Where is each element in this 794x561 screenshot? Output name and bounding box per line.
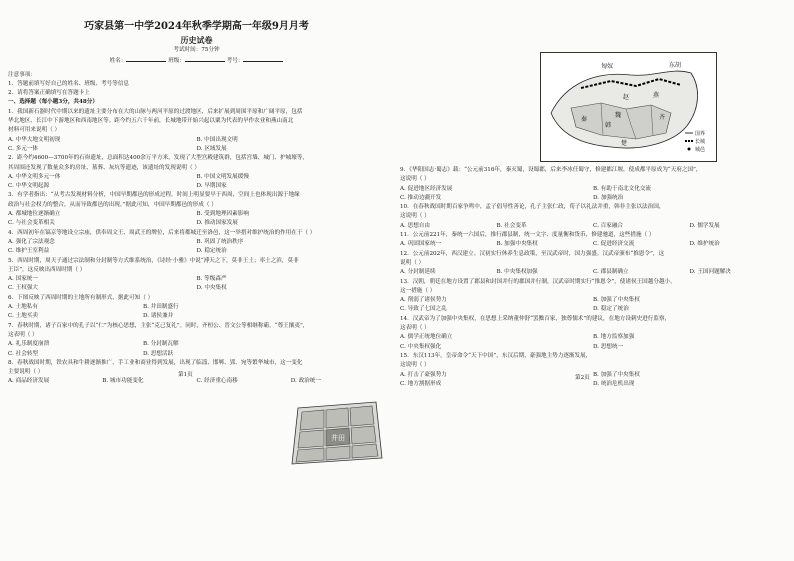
answer-option[interactable]: D. 维护统治 <box>689 241 720 248</box>
options-row[interactable] <box>400 268 786 277</box>
question-line: 3．有学者指出：“从考古发现材料分析，中国早期都邑的形成过程，时间上明显要早于西周，空间上也体现出源于地缘 <box>8 192 300 199</box>
answer-option[interactable]: A. 商品经济发展 <box>8 378 50 385</box>
answer-option[interactable]: B. 巩固了统治秩序 <box>196 238 244 245</box>
page-number-right: 第2页 <box>575 374 590 381</box>
answer-option[interactable]: C. 经济重心南移 <box>196 378 238 385</box>
answer-option[interactable]: B. 城市功能变化 <box>102 378 144 385</box>
answer-option[interactable]: A. 礼乐制度崩溃 <box>8 341 50 348</box>
answer-option[interactable]: B. 有助于南北文化交流 <box>593 185 652 192</box>
answer-option[interactable]: A. 中华大地文明初现 <box>8 136 61 143</box>
history-map <box>540 52 717 162</box>
answer-option[interactable]: D. 儒学发展 <box>689 222 720 229</box>
options-row[interactable] <box>8 247 385 256</box>
exam-time: 考试时间：75分钟 <box>173 47 220 53</box>
question-line: 这说明（ ） <box>400 213 430 220</box>
exam-subject: 历史试卷 <box>180 35 213 45</box>
map-label: 燕 <box>653 92 660 99</box>
answer-option[interactable]: C. 王权强大 <box>8 285 39 292</box>
legend-item: 城邑 <box>695 147 706 153</box>
options-row[interactable] <box>400 194 786 203</box>
map-label: 齐 <box>659 114 666 121</box>
answer-option[interactable]: D. 思想统一 <box>593 343 624 350</box>
options-row[interactable] <box>8 284 385 293</box>
answer-option[interactable]: C. 维护王室利益 <box>8 248 50 255</box>
question-line: 5．西周时期，周天子通过宗法制和分封制等方式维系统治，《诗经·小雅》中说“溥天之下，莫非王土；率土之滨，莫非 <box>8 257 299 264</box>
answer-option[interactable]: A. 土地私有 <box>8 304 38 311</box>
options-row[interactable] <box>400 305 786 314</box>
answer-option[interactable]: B. 加强了中央集权 <box>593 297 640 304</box>
options-row[interactable] <box>400 343 786 352</box>
id-label: 考号： <box>226 58 244 65</box>
answer-option[interactable]: A. 巩固国家统一 <box>400 241 442 248</box>
question-line: 13．汉朝，朝廷在地方设置了郡县和封国并行的郡国并行制，汉武帝时期实行“推恩令”，使诸侯王国越分越小， <box>400 278 676 285</box>
answer-option[interactable]: C. 地方割据形成 <box>400 380 442 387</box>
page-number-left: 第1页 <box>178 372 193 379</box>
question-line: 9．《华阳国志·蜀志》载：“公元前316年，秦灭蜀，设蜀郡，后来李冰任蜀守，修建都江堰，使成都平原成为“天府之国”， <box>400 167 702 173</box>
question-line: 11．公元前221年，秦统一六国后，推行郡县制，统一文字、度量衡和货币，修建驰道，这些措施（ ） <box>400 232 655 239</box>
options-row[interactable] <box>400 296 786 305</box>
options-row[interactable] <box>8 303 278 312</box>
question-line: 这说明（ ） <box>400 176 430 183</box>
answer-option[interactable]: D. 加强统治 <box>593 194 624 201</box>
answer-option[interactable]: C. 社会转型 <box>8 350 39 357</box>
answer-option[interactable]: D. 政治统一 <box>290 378 321 385</box>
answer-option[interactable]: C. 郡县制确立 <box>593 269 629 276</box>
question-line: 7．春秋时期，诸子百家中的孔子以“仁”为核心思想，主张“克己复礼”。同时，齐桓公、晋文公等相继称霸，“尊王攘夷”， <box>8 322 309 329</box>
answer-option[interactable]: B. 加强了中央集权 <box>593 371 640 378</box>
answer-option[interactable]: A. 分封制延续 <box>400 269 436 276</box>
question-line: 12．公元前202年，西汉建立。汉初实行休养生息政策，至汉武帝时，国力强盛。汉武帝颁布“推恩令”，这 <box>400 250 665 257</box>
map-label: 楚 <box>621 140 628 147</box>
question-line: 王臣”。这反映出西周时期（ ） <box>8 266 86 273</box>
notice-item: 1．答题前填写好自己的姓名、班级、考号等信息 <box>8 80 130 87</box>
exam-title: 巧家县第一中学2024年秋季学期高一年级9月月考 <box>84 21 309 32</box>
left-column <box>8 0 385 442</box>
map-label: 秦 <box>581 116 588 123</box>
options-row[interactable] <box>8 377 385 386</box>
map-label: 匈奴 <box>601 63 614 70</box>
options-row[interactable] <box>8 340 278 349</box>
options-row[interactable] <box>400 240 786 249</box>
options-row[interactable] <box>8 238 385 247</box>
answer-option[interactable]: B. 井田制盛行 <box>143 304 179 311</box>
answer-option[interactable]: D. 推动国家发展 <box>196 220 238 227</box>
answer-option[interactable]: D. 王国问题解决 <box>689 269 731 276</box>
answer-option[interactable]: B. 中国文明发展缓慢 <box>196 173 249 180</box>
options-row[interactable] <box>8 173 385 182</box>
answer-option[interactable]: D. 稳定统治 <box>196 248 227 255</box>
answer-option[interactable]: A. 思想自由 <box>400 222 430 229</box>
answer-option[interactable]: C. 中华文明起源 <box>8 183 50 190</box>
map-label: 东胡 <box>669 62 682 69</box>
question-line: 6．下图反映了西周时期的土地所有制形式，据此可知（ ） <box>8 294 154 301</box>
options-row[interactable] <box>400 371 786 380</box>
answer-option[interactable]: D. 思想活跃 <box>143 350 174 357</box>
answer-option[interactable]: B. 中央集权加强 <box>496 269 538 276</box>
name-label: 姓名： <box>109 58 127 65</box>
answer-option[interactable]: C. 百家融合 <box>593 222 624 229</box>
question-line: 说明（ ） <box>400 259 425 266</box>
student-info-fields <box>8 55 385 66</box>
answer-option[interactable]: A. 打击了豪强势力 <box>400 371 447 378</box>
question-line: 材料可用来说明（ ） <box>8 127 61 134</box>
options-row[interactable] <box>8 219 385 228</box>
answer-option[interactable]: D. 稳定了统治 <box>593 306 629 313</box>
answer-option[interactable]: B. 社会变革 <box>496 222 527 229</box>
answer-option[interactable]: B. 受到地理因素影响 <box>196 211 249 218</box>
answer-option[interactable]: A. 削弱了诸侯势力 <box>400 297 447 304</box>
answer-option[interactable]: B. 等级森严 <box>196 276 227 283</box>
question-line: 2．距今约4600—3700年的石峁遗址，总面积达400余万平方米，发现了大型宫殿建筑群，包括宫墙、城门、护城壕等， <box>8 155 309 162</box>
answer-option[interactable]: D. 统治危机出现 <box>593 380 635 387</box>
notice-item: 2．请将答案正确填写在答题卡上 <box>8 90 90 97</box>
answer-option[interactable]: A. 都城地位逐渐确立 <box>8 211 61 218</box>
class-label: 班级： <box>168 58 185 65</box>
question-line: 华北地区、长江中下游地区和西南地区等。距今约五六千年前，长城地带开始兴起以粟为代表的旱作农业和燕山南北 <box>8 118 294 125</box>
options-row[interactable] <box>400 333 786 342</box>
answer-option[interactable]: C. 多元一体 <box>8 145 39 152</box>
section-heading: 一、选择题（每小题3分，共48分） <box>8 99 98 106</box>
options-row[interactable] <box>8 182 385 191</box>
answer-option[interactable]: B. 地方监察加强 <box>593 334 635 341</box>
options-row[interactable] <box>400 380 786 389</box>
options-row[interactable] <box>400 185 786 194</box>
notice-heading: 注意事项： <box>8 71 36 78</box>
answer-option[interactable]: C. 推动边疆开发 <box>400 194 442 201</box>
question-line: 15．东汉113年，皇帝命令“天下中国”，东汉后期，豪强地主势力逐渐发展， <box>400 352 592 359</box>
right-column <box>400 0 786 389</box>
options-row[interactable] <box>8 312 278 321</box>
answer-option[interactable]: D. 区域发展 <box>196 145 227 152</box>
answer-option[interactable]: A. 儒学正统地位确立 <box>400 334 453 341</box>
question-line: 4．西周初年在镐京等地设立宗庙，供奉周文王、周武王的牌位，后来将都城迁至洛邑，这一举措对维护统治的作用在于（ ） <box>8 229 316 236</box>
question-line: 10．在春秋战国时期百家争鸣中，孟子倡导性善论，孔子主张仁政，荀子以礼法并重，韩非主张以法治国， <box>400 204 665 211</box>
options-row[interactable] <box>8 275 385 284</box>
map-label: 韩 <box>605 122 612 129</box>
question-line: 主要说明（ ） <box>8 369 44 376</box>
options-row[interactable] <box>8 145 385 154</box>
answer-option[interactable]: B. 中国出现文明 <box>196 136 238 143</box>
question-line: 这说明（ ） <box>400 362 430 369</box>
figure-caption: 井田 <box>331 434 345 442</box>
map-label: 魏 <box>615 112 622 119</box>
question-line: 14．汉武帝为了加强中央集权，在思想上采纳董仲舒“罢黜百家，独尊儒术”的建议，在地方设刺史进行监察， <box>400 315 671 322</box>
answer-option[interactable]: A. 中华文明多元一体 <box>8 173 61 180</box>
answer-option[interactable]: A. 国家统一 <box>8 276 38 283</box>
answer-option[interactable]: B. 分封制瓦解 <box>143 341 179 348</box>
legend-item: 国界 <box>695 131 706 137</box>
answer-option[interactable]: D. 诸侯兼并 <box>143 313 174 320</box>
legend-item: 长城 <box>695 139 706 145</box>
options-row[interactable] <box>8 350 278 359</box>
answer-option[interactable]: A. 强化了宗法观念 <box>8 238 55 245</box>
answer-option[interactable]: B. 加强中央集权 <box>496 241 538 248</box>
id-blank[interactable] <box>243 55 283 62</box>
question-line: 其周围还发现了数量众多的房址、墓葬、灰坑等遗迹，该遗址的发现说明（ ） <box>8 164 200 171</box>
answer-option[interactable]: C. 导致了七国之乱 <box>400 306 447 313</box>
answer-option[interactable]: C. 与社会变革相关 <box>8 220 55 227</box>
name-blank[interactable] <box>126 55 166 62</box>
answer-option[interactable]: A. 促进地区经济发展 <box>400 185 453 192</box>
well-field-figure <box>288 388 386 472</box>
answer-option[interactable]: D. 中央集权 <box>196 285 227 292</box>
map-label: 赵 <box>623 94 630 101</box>
answer-option[interactable]: D. 早期国家 <box>196 183 227 190</box>
question-line: 8．春秋战国时期，铁农具和牛耕逐渐推广，手工业和商业得到发展，出现了临淄、邯郸、郢、宛等繁华城市，这一变化 <box>8 359 303 366</box>
answer-option[interactable]: C. 中央集权强化 <box>400 343 442 350</box>
question-line: 这一措施（ ） <box>400 287 436 294</box>
question-line: 这表明（ ） <box>400 325 430 332</box>
answer-option[interactable]: C. 土地买卖 <box>8 313 39 320</box>
question-line: 这表明（ ） <box>8 331 38 338</box>
question-line: 1．我国新石器时代中期以来的遗址主要分布在大的山脉与两河平原的过渡地区，后来扩展到周围平原和广阔平原，包括 <box>8 108 303 115</box>
question-line: 政治与社会权力的整合，从而导致都邑的出现。”据此可知，中国早期都邑的形成（ ） <box>8 201 217 208</box>
options-row[interactable] <box>8 136 385 145</box>
answer-option[interactable]: C. 促进经济交流 <box>593 241 635 248</box>
options-row[interactable] <box>8 210 385 219</box>
options-row[interactable] <box>400 222 786 231</box>
class-blank[interactable] <box>185 55 225 62</box>
